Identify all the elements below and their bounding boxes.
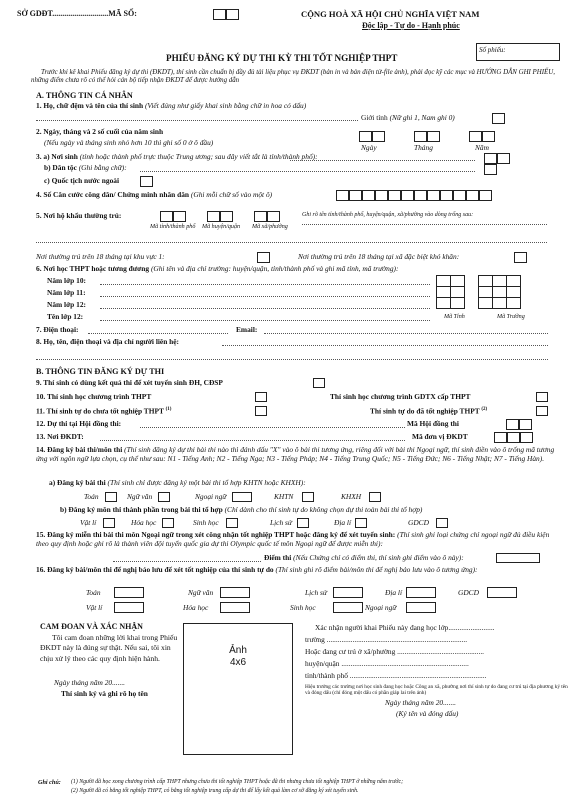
bl-ngoaingu-label: Ngoại ngữ <box>365 603 397 612</box>
f14b-note: (Chỉ dành cho thí sinh tự do không chọn dự thi toàn bài thi tổ hợp) <box>224 505 423 514</box>
verify-district: huyện/quận ..................................................................... <box>305 659 469 668</box>
verify-school: trường ............................................................................ <box>305 635 468 644</box>
sinhhoc-label: Sinh học <box>193 518 219 527</box>
birthplace-code-2[interactable] <box>497 153 510 164</box>
ma-so-box-1[interactable] <box>213 9 226 20</box>
id-digit-11[interactable] <box>466 190 479 201</box>
field-10b-label: Thí sinh học chương trình GDTX cấp THPT <box>330 392 471 401</box>
contact-field-2[interactable] <box>36 359 548 360</box>
field-3a-note: (tỉnh hoặc thành phố trực thuộc Trung ương; sau đây viết tắt là tỉnh/thành phố): <box>79 152 318 161</box>
footnote-label: Ghi chú: <box>38 779 61 786</box>
ma-hdt-label: Mã Hội đồng thi <box>407 419 459 428</box>
bl-lichsu-label: Lịch sử <box>305 588 327 597</box>
ma-dv-label: Mã đơn vị ĐKDT <box>412 432 468 441</box>
intro-text: Trước khi kê khai Phiếu đăng ký dự thi (ĐKDT), thí sinh cần chuẩn bị đầy đủ tài liệu phục vụ ĐKDT (bản in và bản điện tử-file ảnh), phải đọc kỹ các mục và HƯỚNG DẪN GHI PHIẾU, những điểm chưa rõ có thể hỏi cán bộ tiếp nhận ĐKDT để được hướng dẫn <box>31 69 555 85</box>
commit-text: Tôi cam đoan những lời khai trong Phiếu ĐKDT này là đúng sự thật. Nếu sai, tôi xin chịu xử lý theo các quy định hiện hành. <box>40 633 178 663</box>
field-14-note: (Thí sinh đăng ký dự thi bài thi nào thì đánh dấu "X" vào ô bài thi tương ứng, riêng đối với bài thi Ngoại ngữ, thí sinh điền vào ô trống mã tương ứng với ngôn ngữ lựa chọn, cụ thể như sau: N1 - Tiếng Anh; N2 - Tiếng Nga; N3 - Tiếng Pháp; N4 - Tiếng Trung Quốc; N5 - Tiếng Đức; N6 - Tiếng Nhật; N7 - Tiếng Hàn). <box>36 445 555 463</box>
khtn-checkbox[interactable] <box>302 492 314 502</box>
so-phieu-box[interactable] <box>476 43 560 61</box>
toan-label: Toán <box>84 492 99 501</box>
field-4-label: 4. Số Căn cước công dân/ Chứng minh nhân dân <box>36 190 190 199</box>
photo-label: Ảnh <box>229 645 247 656</box>
ma-hdt-2[interactable] <box>519 419 532 430</box>
f14a-label: a) Đăng ký bài thi <box>49 478 106 487</box>
cert-field[interactable] <box>113 561 261 562</box>
field-4-note: (Ghi mỗi chữ số vào một ô) <box>190 190 273 199</box>
lop10-field[interactable] <box>100 284 430 285</box>
diem-thi-note: (Nếu Chứng chỉ có điểm thi, thí sinh ghi điểm vào ô này): <box>293 553 464 562</box>
hk-address-line-1[interactable] <box>302 224 547 225</box>
verify-class: Xác nhận người khai Phiếu này đang học lớp......................... <box>315 623 495 632</box>
id-digit-9[interactable] <box>440 190 453 201</box>
lop12-field[interactable] <box>100 308 430 309</box>
sup-1: (1) <box>165 407 172 412</box>
dob-month-1[interactable] <box>414 131 427 142</box>
xa-dbkk-box[interactable] <box>514 252 527 263</box>
ngay-label: Ngày <box>361 143 377 152</box>
khxh-label: KHXH <box>341 492 362 501</box>
field-10-label: 10. Thí sinh học chương trình THPT <box>36 392 152 401</box>
bl-nguvan-box[interactable] <box>220 587 250 598</box>
bl-vatli-label: Vật lí <box>86 603 103 612</box>
thang-label: Tháng <box>414 143 433 152</box>
field-1-note: (Viết đúng như giấy khai sinh bằng chữ in hoa có dấu) <box>144 101 307 110</box>
field-9-label: 9. Thí sinh có dùng kết quả thi để xét tuyển sinh ĐH, CĐSP <box>36 378 223 387</box>
khxh-checkbox[interactable] <box>369 492 381 502</box>
so-gddt-label: SỞ GDĐT............................MÃ SỐ: <box>17 9 137 18</box>
dob-day-2[interactable] <box>372 131 385 142</box>
bl-hoahoc-label: Hóa học <box>183 603 209 612</box>
dob-year-1[interactable] <box>469 131 482 142</box>
full-name-field[interactable] <box>36 120 358 121</box>
id-digit-10[interactable] <box>453 190 466 201</box>
ma-tinh-tp-label: Mã tỉnh/thành phố <box>150 224 196 230</box>
photo-size: 4x6 <box>229 656 247 668</box>
bl-lichsu-box[interactable] <box>333 587 363 598</box>
school-code-grid[interactable] <box>436 275 521 309</box>
verify-date: Ngày tháng năm 20....... <box>385 698 457 707</box>
field-6-note: (Ghi tên và địa chỉ trường: huyện/quận, tỉnh/thành phố và ghi mã tỉnh, mã trường): <box>150 264 399 273</box>
bl-diali-label: Địa lí <box>385 588 403 597</box>
bl-ngoaingu-box[interactable] <box>406 602 436 613</box>
sinhhoc-checkbox[interactable] <box>226 518 238 528</box>
diem-thi-label: Điểm thi <box>264 553 292 562</box>
field-15-label: 15. Đăng ký miễn thi bài thi môn Ngoại ngữ trong xét công nhận tốt nghiệp THPT hoặc đăng ký để xét tuyển sinh: <box>36 530 396 539</box>
field-3b-label: b) Dân tộc <box>44 163 77 172</box>
field-8-label: 8. Họ, tên, điện thoại và địa chỉ người liên hệ: <box>36 337 180 346</box>
hk-xa-2[interactable] <box>267 211 280 222</box>
field-11b-label: Thí sinh tự do đã tốt nghiệp THPT <box>370 406 480 416</box>
verify-ward: Hoặc đang cư trú ở xã/phường ............................................... <box>305 647 485 656</box>
lop10-label: Năm lớp 10: <box>47 276 86 285</box>
field-2-label: 2. Ngày, tháng và 2 số cuối của năm sinh <box>36 127 164 136</box>
hoahoc-checkbox[interactable] <box>162 518 174 528</box>
field-16-label: 16. Đăng ký bài/môn thi để nghị bảo lưu để xét tốt nghiệp của thí sinh tự do <box>36 565 274 574</box>
contact-field-1[interactable] <box>222 345 548 346</box>
field-7-label: 7. Điện thoại: <box>36 325 79 334</box>
bl-diali-box[interactable] <box>406 587 436 598</box>
id-digit-4[interactable] <box>375 190 388 201</box>
ten-lop12-label: Tên lớp 12: <box>47 312 84 321</box>
bl-toan-box[interactable] <box>114 587 144 598</box>
bl-gdcd-label: GDCD <box>458 588 479 597</box>
ma-huyen-label: Mã huyện/quận <box>202 224 241 230</box>
gender-box[interactable] <box>492 113 505 124</box>
diem-thi-box[interactable] <box>496 553 540 563</box>
ma-dv-3[interactable] <box>520 432 533 443</box>
email-label: Email: <box>236 325 258 334</box>
id-digit-5[interactable] <box>388 190 401 201</box>
hk-tinh-1[interactable] <box>160 211 173 222</box>
ethnicity-code[interactable] <box>484 164 497 175</box>
toan-checkbox[interactable] <box>105 492 117 502</box>
bl-nguvan-label: Ngữ văn <box>188 588 214 597</box>
verify-province: tỉnh/thành phố .......................................................................... <box>305 671 487 680</box>
ma-dv-2[interactable] <box>507 432 520 443</box>
f11b-checkbox[interactable] <box>536 406 548 416</box>
id-digit-8[interactable] <box>427 190 440 201</box>
field-1-label: 1. Họ, chữ đệm và tên của thí sinh <box>36 101 144 110</box>
photo-box[interactable] <box>183 623 293 755</box>
id-digit-12[interactable] <box>479 190 492 201</box>
field-14-label: 14. Đăng ký bài thi/môn thi <box>36 445 123 454</box>
kv1-box[interactable] <box>257 252 270 263</box>
ngoaingu-code-box[interactable] <box>232 492 252 502</box>
ma-xa-label: Mã xã/phường <box>252 224 288 230</box>
nation-title: CỘNG HOÀ XÃ HỘI CHỦ NGHĨA VIỆT NAM <box>301 9 480 19</box>
field-11-label: 11. Thí sinh tự do chưa tốt nghiệp THPT <box>36 406 164 416</box>
footnote-1: (1) Người đã học xong chương trình cấp THPT nhưng chưa thi tốt nghiệp THPT hoặc đã thi nhưng chưa tốt nghiệp THPT ở những năm trước; <box>71 779 404 785</box>
dkdt-place-field[interactable] <box>100 440 405 441</box>
id-digit-2[interactable] <box>349 190 362 201</box>
phone-field[interactable] <box>88 333 228 334</box>
field-3a-label: 3. a) Nơi sinh <box>36 152 78 161</box>
nguvan-label: Ngữ văn <box>127 492 153 501</box>
id-digit-6[interactable] <box>401 190 414 201</box>
verify-sign: (Ký tên và đóng dấu) <box>396 709 459 718</box>
field-5-label: 5. Nơi hộ khẩu thường trú: <box>36 211 122 220</box>
nam-label: Năm <box>475 143 489 152</box>
id-digit-1[interactable] <box>336 190 349 201</box>
field-16-note: (Thí sinh ghi rõ điểm bài/môn thi để nghị bảo lưu vào ô tương ứng): <box>275 565 478 574</box>
verify-note: Hiệu trưởng các trường nơi học sinh đang học hoặc Công an xã, phường nơi thí sinh tự do đang cư trú tại địa phương ký tên và đóng dấu (chỉ đóng một dấu có phần giáp lai trên ảnh) <box>305 684 568 697</box>
gender-label: Giới tính <box>361 113 388 122</box>
field-13-label: 13. Nơi ĐKDT: <box>36 432 84 441</box>
hk-huyen-1[interactable] <box>207 211 220 222</box>
exam-council-field[interactable] <box>140 427 405 428</box>
commit-sign-label: Thí sinh ký và ghi rõ họ tên <box>61 689 148 698</box>
dob-day-1[interactable] <box>359 131 372 142</box>
ten-lop12-field[interactable] <box>100 320 430 321</box>
ma-so-box-2[interactable] <box>226 9 239 20</box>
so-phieu-label: Số phiếu: <box>479 46 506 54</box>
lop11-field[interactable] <box>100 296 430 297</box>
id-digit-7[interactable] <box>414 190 427 201</box>
hk-xa-1[interactable] <box>254 211 267 222</box>
field-15-note: (Thí sinh ghi loại chứng chỉ ngoại ngữ đủ điều kiện theo quy định hoặc ghi rõ là thành viên đội tuyển quốc gia dự thi Olympic quốc tế môn Ngoại ngữ để được miễn thi): <box>36 530 550 548</box>
hk-huyen-2[interactable] <box>220 211 233 222</box>
section-b-title: B. THÔNG TIN ĐĂNG KÝ DỰ THI <box>36 367 165 376</box>
bl-toan-label: Toán <box>86 588 101 597</box>
f10-checkbox[interactable] <box>255 392 267 402</box>
bl-sinhhoc-label: Sinh học <box>290 603 316 612</box>
email-field[interactable] <box>264 333 548 334</box>
bl-gdcd-box[interactable] <box>487 587 517 598</box>
hk-address-line-2[interactable] <box>36 242 547 243</box>
field-12-label: 12. Dự thi tại Hội đồng thi: <box>36 419 122 428</box>
f11-checkbox[interactable] <box>255 406 267 416</box>
lop11-label: Năm lớp 11: <box>47 288 86 297</box>
birthplace-code-1[interactable] <box>484 153 497 164</box>
bl-hoahoc-box[interactable] <box>220 602 250 613</box>
footnote-2: (2) Người đã có bằng tốt nghiệp THPT, có bằng tốt nghiệp trung cấp dự thi để lấy kết quả làm cơ sở đăng ký xét tuyển sinh. <box>71 788 359 794</box>
f10b-checkbox[interactable] <box>536 392 548 402</box>
ma-truong-label: Mã Trường <box>497 314 525 320</box>
khtn-label: KHTN <box>274 492 294 501</box>
motto: Độc lập - Tự do - Hạnh phúc <box>362 21 460 30</box>
ngoaingu-label: Ngoại ngữ <box>195 492 227 501</box>
field-3c-label: c) Quốc tịch nước ngoài <box>44 176 120 185</box>
lichsu-checkbox[interactable] <box>297 518 309 528</box>
hk-tinh-2[interactable] <box>173 211 186 222</box>
f14a-note: (Thí sinh chỉ được đăng ký một bài thi tổ hợp KHTN hoặc KHXH): <box>107 478 306 487</box>
commit-date: Ngày tháng năm 20....... <box>54 678 126 687</box>
commit-title: CAM ĐOAN VÀ XÁC NHẬN <box>40 622 143 631</box>
dob-month-2[interactable] <box>427 131 440 142</box>
f9-checkbox[interactable] <box>313 378 325 388</box>
lichsu-label: Lịch sử <box>270 518 292 527</box>
foreign-nationality-box[interactable] <box>140 176 153 187</box>
field-6-label: 6. Nơi học THPT hoặc tương đương <box>36 264 150 273</box>
field-3b-note: (Ghi bằng chữ): <box>78 163 127 172</box>
diali-label: Địa lí <box>334 518 352 527</box>
xa-dbkk-label: Nơi thường trú trên 18 tháng tại xã đặc biệt khó khăn: <box>298 252 460 261</box>
gender-note: (Nữ ghi 1, Nam ghi 0) <box>389 113 455 122</box>
dob-year-2[interactable] <box>482 131 495 142</box>
vatli-label: Vật lí <box>80 518 97 527</box>
nguvan-checkbox[interactable] <box>158 492 170 502</box>
ma-dv-1[interactable] <box>494 432 507 443</box>
gdcd-label: GDCD <box>408 518 429 527</box>
id-digit-3[interactable] <box>362 190 375 201</box>
field-2-note: (Nếu ngày và tháng sinh nhỏ hơn 10 thì ghi số 0 ở ô đầu) <box>44 138 214 147</box>
ma-tinh-label: Mã Tỉnh <box>444 314 465 320</box>
vatli-checkbox[interactable] <box>103 518 115 528</box>
bl-vatli-box[interactable] <box>114 602 144 613</box>
ethnicity-field[interactable] <box>140 171 475 172</box>
field-5-note: Ghi rõ tên tỉnh/thành phố, huyện/quận, xã/phường vào dòng trống sau: <box>302 212 474 218</box>
hoahoc-label: Hóa học <box>131 518 157 527</box>
ma-hdt-1[interactable] <box>506 419 519 430</box>
sup-2: (2) <box>481 407 488 412</box>
birthplace-field[interactable] <box>290 160 475 161</box>
kv1-label: Nơi thường trú trên 18 tháng tại khu vực 1: <box>36 252 165 261</box>
bl-sinhhoc-box[interactable] <box>333 602 363 613</box>
section-a-title: A. THÔNG TIN CÁ NHÂN <box>36 91 133 100</box>
lop12-label: Năm lớp 12: <box>47 300 86 309</box>
f14b-label: b) Đăng ký môn thi thành phần trong bài thi tổ hợp <box>60 505 223 514</box>
gdcd-checkbox[interactable] <box>436 518 448 528</box>
form-title: PHIẾU ĐĂNG KÝ DỰ THI KỲ THI TỐT NGHIỆP THPT <box>166 53 398 63</box>
diali-checkbox[interactable] <box>355 518 367 528</box>
